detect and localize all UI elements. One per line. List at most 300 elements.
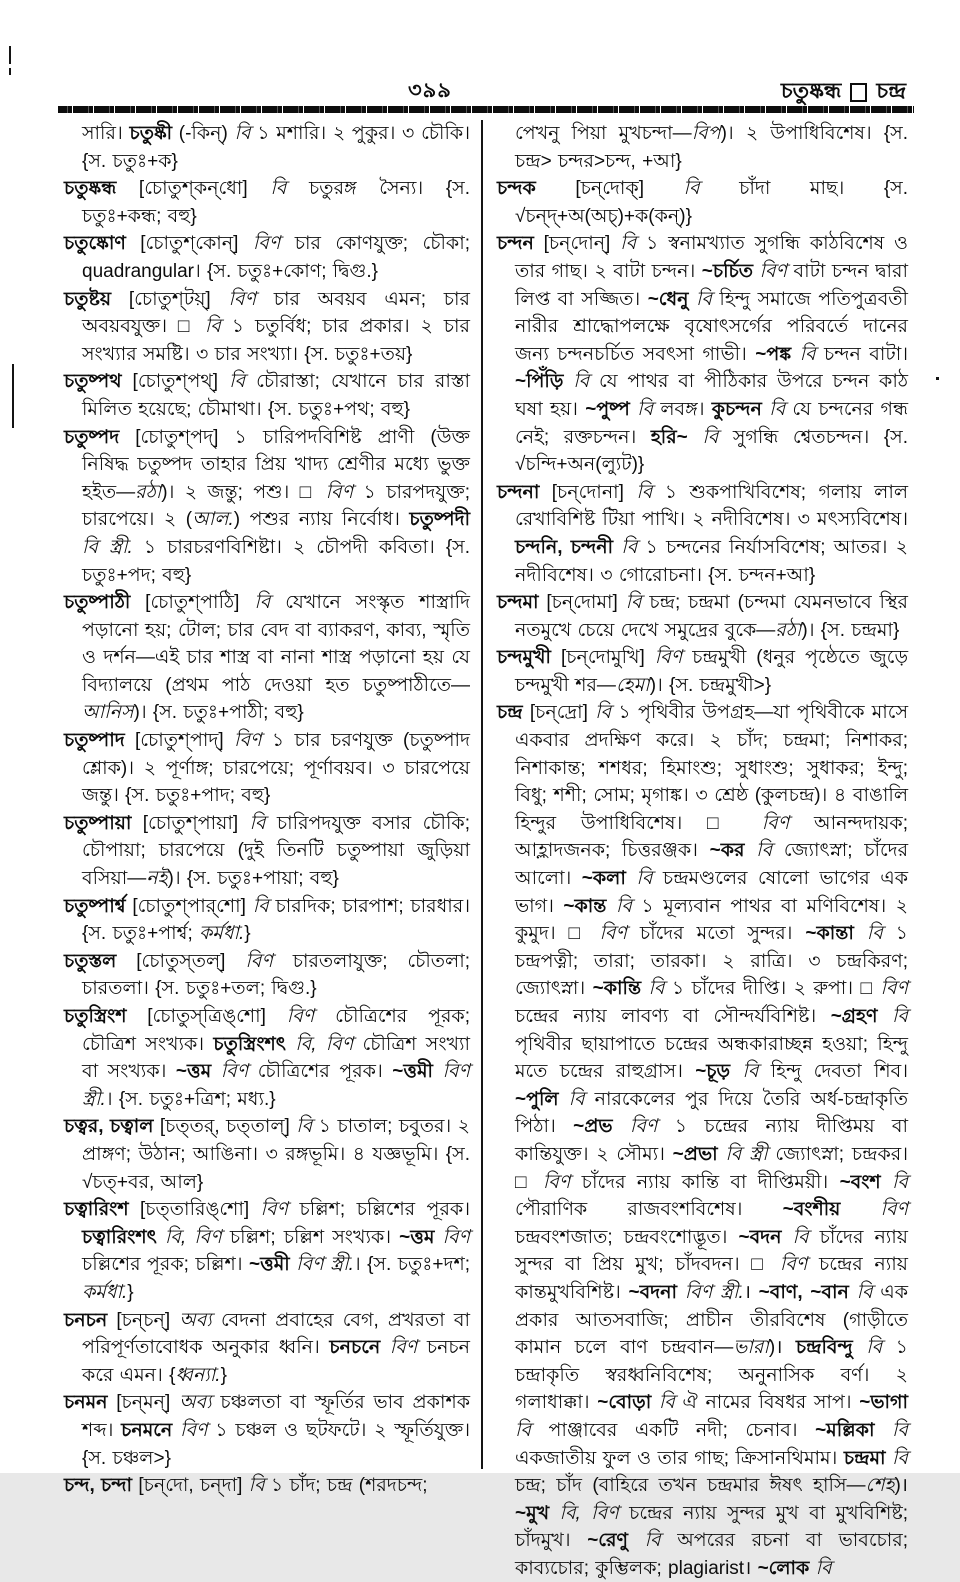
headword-text: চনচনে xyxy=(329,1337,381,1359)
headword-text: ~কর xyxy=(709,840,745,862)
definition-text: [চন্‌মন্] xyxy=(107,1392,180,1414)
pos-or-source-text: বি xyxy=(891,1006,908,1027)
pos-or-source-text: বি xyxy=(204,316,221,338)
definition-text: )। {স. চন্দ্রমা} xyxy=(801,619,900,641)
pos-or-source-text: বিণ xyxy=(252,233,281,255)
definition-text xyxy=(172,1420,180,1441)
pos-or-source-text: বি xyxy=(756,840,773,862)
pos-or-source-text: আনিস xyxy=(82,702,134,724)
dictionary-entry xyxy=(64,727,470,810)
definition-text: নারকেলের পুর দিয়ে তৈরি অর্ধ-চন্দ্রাকৃতি পিঠা। xyxy=(515,1088,908,1138)
definition-text: ১ মশারি। ২ পুকুর। ৩ চৌকি। {স. চতুঃ+ক} xyxy=(82,123,470,172)
definition-text: পাঞ্জাবের একটি নদী; চেনাব। xyxy=(531,1419,816,1441)
definition-text: [চোতুশ্‌পাদ্] xyxy=(124,730,235,752)
pos-or-source-text: বি xyxy=(702,426,719,448)
headword-text: ~চূড় xyxy=(695,1061,731,1083)
definition-text: চন্দ্রমণ্ডলের ষোলো ভাগের এক ভাগ। xyxy=(515,868,908,917)
pos-or-source-text: শেহ xyxy=(865,1475,895,1497)
pos-or-source-text: বি xyxy=(270,178,287,200)
pos-or-source-text: বিণ xyxy=(228,288,256,310)
headword-text: ~কান্তা xyxy=(805,923,854,945)
headword-text: ~পঙ্ক xyxy=(755,343,792,365)
headword-text: ~পুলি xyxy=(515,1088,559,1110)
definition-text: লবঙ্গ। xyxy=(653,398,712,420)
pos-or-source-text: বি xyxy=(769,398,786,420)
headword-text: চতুষ্পথ xyxy=(64,371,122,393)
headword-text: চন্দন xyxy=(497,233,534,255)
definition-text: (-কিন্) xyxy=(172,123,235,144)
dictionary-entry xyxy=(497,175,908,230)
scan-artifact xyxy=(9,46,11,64)
definition-text: )। {স. চন্দ্রমুখী>} xyxy=(649,674,772,696)
pos-or-source-text: বি xyxy=(296,1116,313,1138)
definition-text: অপরের রচনা বা ভাবচোর; কাব্যচোর; কুম্ভিলক; plagiarist। xyxy=(515,1530,909,1579)
definition-text: চনচন করে এমন। { xyxy=(82,1337,471,1386)
definition-text xyxy=(849,1282,857,1303)
definition-text xyxy=(628,1530,645,1551)
pos-or-source-text: বিণ xyxy=(761,812,790,834)
definition-text xyxy=(881,1172,892,1193)
headword-text: চতুষ্পাঠী xyxy=(64,592,131,614)
headword-text: চতুষ্কী xyxy=(129,123,173,144)
headword-text: চতুষ্পদী xyxy=(409,509,471,531)
pos-or-source-text: বিপ xyxy=(691,123,721,144)
pos-or-source-text: বি xyxy=(856,1281,873,1303)
pos-or-source-text: রঠা xyxy=(135,481,162,503)
pos-or-source-text: বি xyxy=(891,1171,908,1193)
definition-text: [চোতুশ্‌টয়্] xyxy=(111,288,229,310)
scan-artifact xyxy=(9,68,11,75)
definition-text: [চোতুশ্‌পায়া] xyxy=(131,812,250,834)
definition-text: বেদনা প্রবাহের বেগ, প্রখরতা বা পরিপূর্ণতাবোধক অনুকার ধ্বনি। xyxy=(82,1309,470,1359)
definition-text: ১ চাঁদের দীপ্তি। ২ রুপা। □ xyxy=(664,978,881,1000)
definition-text: ১ চাতাল; চবুতর। ২ প্রাঙ্গণ; উঠান; আঙিনা। ৩ রঙ্গভূমি। ৪ যজ্ঞভূমি। {স. √চত্+বর, আল} xyxy=(82,1116,470,1193)
definition-text: [চন্‌দো, চন্‌দা] xyxy=(132,1475,249,1497)
definition-text xyxy=(157,1227,165,1248)
headword-text: চতুস্ত্রিংশ xyxy=(64,1006,127,1027)
headword-text: ~কলা xyxy=(581,868,626,890)
dictionary-entry xyxy=(64,810,470,893)
definition-text xyxy=(853,1337,866,1358)
pos-or-source-text: বি স্ত্রী xyxy=(725,1143,768,1165)
pos-or-source-text: বিণ xyxy=(759,260,788,282)
pos-or-source-text: কর্মধা. xyxy=(199,923,245,945)
definition-text: ১ পৃথিবীর উপগ্রহ—যা পৃথিবীকে মাসে একবার প্রদক্ষিণ করে। ২ চাঁদ; চন্দ্রমা; নিশাকর; নিশাকান্ত; শশধর; হিমাংশু; সুধাংশু; সুধাকর; ইন্দু; বিধু; শশী; সোম; মৃগাঙ্ক। ৩ শ্রেষ্ঠ (কুলচন্দ্র)। ৪ বাঙালি হিন্দুর উপাধিবিশেষ। □ xyxy=(515,702,908,834)
pos-or-source-text: বিণ xyxy=(245,950,273,972)
definition-text: চারতলাযুক্ত; চৌতলা; চারতলা। {স. চতুঃ+তল; দ্বিগু.} xyxy=(82,950,470,1000)
definition-text: )। {স. চতুঃ+পাঠী; বহু} xyxy=(133,702,304,724)
headword-text: ~বংশীয় xyxy=(782,1199,841,1221)
headword-text: ~ত্তমী xyxy=(249,1254,290,1276)
definition-text: চাঁদের ন্যায় কান্তি বা দীপ্তিময়ী। xyxy=(570,1171,840,1193)
pos-or-source-text: ভারা xyxy=(733,1337,769,1359)
pos-or-source-text: বি xyxy=(636,481,653,503)
dictionary-entry xyxy=(64,893,470,948)
headword-text: ~ত্তমী xyxy=(392,1061,433,1083)
pos-or-source-text: বি স্ত্রী. xyxy=(82,536,133,558)
definition-text: [চোতুশ্‌পার্‌শো] xyxy=(125,895,253,917)
definition-text: সুগন্ধি শ্বেতচন্দন। {স. √চন্দি+অন(ল্যুট)} xyxy=(515,426,909,476)
definition-text: চৌত্রিশের পূরক। xyxy=(248,1061,393,1083)
headword-text: চতুষ্পদ xyxy=(64,426,120,448)
pos-or-source-text: বি xyxy=(815,1557,832,1579)
headword-text: চন্দনা xyxy=(497,481,540,503)
definition-text: চঞ্চলতা বা স্ফূর্তির ভাব প্রকাশক শব্দ। xyxy=(82,1392,470,1441)
headword-text: চত্বর, চত্বাল xyxy=(64,1116,154,1138)
definition-text xyxy=(791,344,799,365)
pos-or-source-text: বি xyxy=(648,978,665,1000)
dictionary-entry xyxy=(64,589,470,727)
definition-text: চন্দ্র; চাঁদ (বাহিরে তখন চন্দ্রমার ঈষৎ হাসি— xyxy=(515,1475,866,1497)
pos-or-source-text: বি xyxy=(637,398,654,420)
headword-text: ~বংশ xyxy=(839,1171,881,1193)
definition-text: ১ চারচরণবিশিষ্টা। ২ চৌপদী কবিতা। {স. চতুঃ+পদ; বহু} xyxy=(82,536,470,586)
pos-or-source-text: বি xyxy=(595,702,612,724)
definition-text xyxy=(549,1503,559,1524)
definition-text: ১ স্বনামখ্যাত সুগন্ধি কাঠবিশেষ ও তার গাছ। ২ বাটা চন্দন। xyxy=(515,233,908,282)
pos-or-source-text: বি xyxy=(799,343,816,365)
pos-or-source-text: ধ্বন্যা. xyxy=(175,1364,221,1386)
pos-or-source-text: নই xyxy=(146,868,168,890)
definition-text: ১ চন্দনের নির্যাসবিশেষ; আতর। ২ নদীবিশেষ। ৩ গোরোচনা। {স. চন্দন+আ} xyxy=(515,536,909,586)
pos-or-source-text: বি xyxy=(683,178,700,200)
headword-text: চতুষ্পার্শ্ব xyxy=(64,895,126,917)
definition-text xyxy=(286,1034,295,1055)
dictionary-entry xyxy=(497,230,908,478)
definition-text xyxy=(782,1227,793,1248)
headword-text: চতুষ্কোণ xyxy=(64,233,126,255)
pos-or-source-text: কর্মধা. xyxy=(82,1281,128,1303)
definition-text: ১ চতুর্বিধ; চার প্রকার। ২ চার সংখ্যার সমষ্টি। ৩ চার সংখ্যা। {স. চতুঃ+তয়} xyxy=(82,316,470,365)
pos-or-source-text: বিণ xyxy=(779,1254,808,1276)
definition-text xyxy=(840,1199,880,1220)
definition-text xyxy=(559,1089,569,1110)
guide-word-first: চতুষ্কন্ধ xyxy=(780,78,842,103)
definition-text: চল্লিশ; চল্লিশ সংখ্যক। xyxy=(221,1226,400,1248)
pos-or-source-text: বি xyxy=(866,923,883,945)
definition-text: হিন্দু সমাজে পতিপুত্রবতী নারীর শ্রাদ্ধোপলক্ষে বৃষোৎসর্গের পরিবর্তে দানের জন্য চন্দনচর্চিত সবৎসা গাভী। xyxy=(515,288,908,365)
definition-text: চন্দ্র; চন্দ্রমা (চন্দমা যেমনভাবে স্থির নতমুখে চেয়ে দেখে সমুদ্রের বুকে— xyxy=(515,592,908,641)
dictionary-entry xyxy=(64,1196,470,1306)
pos-or-source-text: বি xyxy=(695,288,712,310)
ornamental-rule xyxy=(58,106,914,113)
definition-text: সারি। xyxy=(82,123,130,144)
dictionary-entry xyxy=(64,1113,470,1196)
headword-text: ~বোড়া xyxy=(597,1392,652,1414)
definition-text: [চোতুশ্‌পথ্] xyxy=(121,371,230,393)
definition-text xyxy=(677,1282,685,1303)
pos-or-source-text: অব্য xyxy=(179,1309,212,1331)
definition-text: যে পাথর বা পীঠিকার উপরে চন্দন কাঠ ঘষা হয়। xyxy=(515,371,909,420)
pos-or-source-text: বিণ xyxy=(880,978,909,1000)
definition-text: ঐ নামের বিষধর সাপ। xyxy=(674,1392,860,1414)
headword-text: ~প্রভা xyxy=(672,1143,718,1165)
definition-text: চাঁদের মতো সুন্দর। xyxy=(626,923,806,945)
definition-text: } xyxy=(244,923,251,945)
pos-or-source-text: বি xyxy=(891,1419,908,1441)
definition-text: ১ চন্দ্রাকৃতি স্বরধ্বনিবিশেষ; অনুনাসিক বর্ণ। ২ গলাধাক্কা। xyxy=(515,1337,908,1414)
definition-text: চন্দ্রমুখী (ধনুর পৃষ্ঠেতে জুড়ে চন্দমুখী শর— xyxy=(515,647,909,696)
definition-text xyxy=(878,1006,892,1027)
pos-or-source-text: বি xyxy=(229,371,246,393)
definition-text: [চন্‌দোমুখি] xyxy=(550,647,655,669)
definition-text: চন্দ্রের ন্যায় সুন্দর মুখ বা মুখবিশিষ্ট; চাঁদমুখ। xyxy=(515,1502,908,1552)
headword-text: ~কান্তি xyxy=(592,978,642,1000)
headword-text: চন্দ্রবিন্দু xyxy=(795,1337,853,1359)
pos-or-source-text: বি xyxy=(636,868,653,890)
pos-or-source-text: বিণ xyxy=(629,1116,658,1138)
pos-or-source-text: বি xyxy=(248,1475,265,1497)
scan-artifact xyxy=(12,364,14,428)
headword-text: ~ত্তম xyxy=(399,1226,435,1248)
pos-or-source-text: বিণ xyxy=(234,730,262,752)
definition-text: [চন্‌দোনা] xyxy=(539,481,637,503)
dictionary-entry xyxy=(64,1472,470,1500)
pos-or-source-text: বিণ xyxy=(260,1199,289,1221)
text-columns xyxy=(64,120,909,1579)
pos-or-source-text: বিণ xyxy=(325,481,354,503)
headword-text: ~ভাগা xyxy=(859,1392,908,1414)
definition-text: চার অবয়ব এমন; চার অবয়বযুক্ত। □ xyxy=(82,288,471,338)
pos-or-source-text: বিণ xyxy=(442,1226,471,1248)
pos-or-source-text: বি, বিণ xyxy=(164,1226,222,1248)
headword-text: চন্দ, চন্দা xyxy=(64,1475,133,1497)
dictionary-entry xyxy=(64,1003,470,1113)
definition-text: } xyxy=(127,1281,134,1303)
dictionary-entry xyxy=(64,1307,470,1390)
pos-or-source-text: বিণ xyxy=(389,1337,418,1359)
definition-text xyxy=(434,1227,442,1248)
definition-text: ১ চারপদযুক্ত; চারপেয়ে। ২ ( xyxy=(82,481,470,531)
entry-continuation xyxy=(64,120,470,175)
definition-text: ১ চাঁদ; চন্দ্র (শরদচন্দ; xyxy=(264,1475,428,1497)
headword-text: ~চর্চিত xyxy=(701,260,754,282)
headword-text: চত্বারিংশ xyxy=(64,1199,129,1221)
definition-text: একজাতীয় ফুল ও তার গাছ; ক্রিসানথিমাম। xyxy=(515,1447,844,1469)
definition-text: ১ চার চরণযুক্ত (চতুষ্পাদ শ্লোক)। ২ পূর্ণাঙ্গ; চারপেয়ে; পূর্ণাবয়ব। ৩ চারপেয়ে জন্তু। {স. চতুঃ+পাদ; বহু} xyxy=(82,730,470,807)
right-column xyxy=(497,120,909,1579)
definition-text: চতুরঙ্গ সৈন্য। {স. চতুঃ+কন্ধ; বহু} xyxy=(82,178,470,227)
headword-text: ~বদন xyxy=(738,1226,782,1248)
definition-text: ১ মূল্যবান পাথর বা মণিবিশেষ। ২ কুমুদ। □ xyxy=(515,895,908,945)
definition-text: )। xyxy=(894,1475,908,1497)
pos-or-source-text: বি, বিণ xyxy=(559,1502,619,1524)
page-number: ৩৯৯ xyxy=(408,79,452,102)
headword-text: ~মুখ xyxy=(515,1502,550,1524)
pos-or-source-text: বি xyxy=(249,812,266,834)
pos-or-source-text: বি xyxy=(621,536,638,558)
headword-text: ~লোক xyxy=(757,1557,810,1579)
definition-text: )। ২ জন্তু; পশু। □ xyxy=(161,481,326,503)
definition-text: । {স. চতুঃ+দশ; xyxy=(353,1254,470,1276)
definition-text: [চন্‌চন্] xyxy=(107,1309,180,1331)
dictionary-entry xyxy=(64,368,470,423)
definition-text: } xyxy=(220,1364,227,1386)
definition-text xyxy=(730,1061,742,1082)
headword-text: ~মল্লিকা xyxy=(815,1419,875,1441)
headword-text: চনচন xyxy=(64,1309,108,1331)
definition-text: চারদিক; চারপাশ; চারধার। {স. চতুঃ+পার্শ্ব; xyxy=(82,895,470,945)
headword-text: চনমন xyxy=(64,1392,108,1414)
headword-text: চন্দক xyxy=(497,178,536,200)
headword-text: চন্দনি, চন্দনী xyxy=(515,536,614,558)
scan-artifact xyxy=(936,377,939,380)
dictionary-entry xyxy=(64,286,470,369)
definition-text: ১ শুকপাখিবিশেষ; গলায় লাল রেখাবিশিষ্ট টিয়া পাখি। ২ নদীবিশেষ। ৩ মৎস্যবিশেষ। xyxy=(515,481,908,531)
dictionary-entry xyxy=(64,230,470,285)
pos-or-source-text: বিণ xyxy=(880,1199,909,1221)
pos-or-source-text: বি xyxy=(644,1530,661,1552)
definition-text: [চন্‌দোমা] xyxy=(538,592,626,614)
pos-or-source-text: বি xyxy=(792,1226,809,1248)
definition-text: [চত্‌তর্, চত্‌তাল্] xyxy=(153,1116,297,1138)
definition-text: জ্যোৎস্না; চন্দ্রকর। □ xyxy=(515,1143,908,1193)
dictionary-entry xyxy=(64,424,470,590)
headword-text: ~কান্ত xyxy=(563,895,607,917)
headword-text: ~রেণু xyxy=(587,1530,628,1552)
headword-text: ~গ্রহণ xyxy=(830,1006,878,1027)
definition-text: চৌত্রিশ সংখ্যা বা সংখ্যক। xyxy=(82,1033,470,1083)
headword-text: ~ত্তম xyxy=(175,1061,212,1083)
dictionary-entry xyxy=(64,1389,470,1472)
definition-text: । {স. চতুঃ+ত্রিশ; মধ্য.} xyxy=(105,1088,276,1110)
definition-text: পৌরাণিক রাজবংশবিশেষ। xyxy=(515,1199,783,1221)
headword-text: চতুষ্কন্ধ xyxy=(64,178,117,200)
pos-or-source-text: বি xyxy=(615,895,632,917)
definition-text: চৌত্রিশের পূরক; চৌত্রিশ সংখ্যক। xyxy=(82,1006,470,1055)
definition-text: পেখনু পিয়া মুখচন্দা— xyxy=(515,123,692,144)
definition-text: চল্লিশ; চল্লিশের পূরক। xyxy=(288,1199,470,1221)
pos-or-source-text: বিণ স্ত্রী. xyxy=(684,1281,744,1303)
guide-word-second: চন্দ্র xyxy=(876,78,906,103)
headword-text: চতুস্তল xyxy=(64,950,117,972)
definition-text: চন্দ্রের ন্যায় লাবণ্য বা সৌন্দর্যবিশিষ্ট। xyxy=(515,1006,831,1027)
pos-or-source-text: বি xyxy=(254,592,271,614)
pos-or-source-text: বি xyxy=(515,1419,532,1441)
definition-text: [চোতুশ্‌কন্‌ধো] xyxy=(116,178,271,200)
headword-text: চতুষ্টয় xyxy=(64,288,112,310)
headword-text: হরি~ xyxy=(650,426,688,448)
definition-text: )। ২ উপাধিবিশেষ। {স. চন্দ্র> চন্দর>চন্দ, +আ} xyxy=(515,123,908,172)
pos-or-source-text: বি xyxy=(625,592,642,614)
definition-text: হিন্দু দেবতা শিব। xyxy=(758,1061,909,1083)
definition-text: চন্দ্রবংশজাত; চন্দ্রবংশোদ্ভূত। xyxy=(515,1226,739,1248)
pos-or-source-text: অব্য xyxy=(179,1392,212,1414)
headword-text: চতুষ্পাদ xyxy=(64,730,125,752)
definition-text xyxy=(651,1392,659,1413)
entry-continuation xyxy=(497,120,908,175)
pos-or-source-text: বিণ xyxy=(654,647,683,669)
pos-or-source-text: বিণ xyxy=(220,1061,249,1083)
definition-text xyxy=(606,896,615,917)
headword-text: কুচন্দন xyxy=(711,398,762,420)
definition-text xyxy=(688,427,703,448)
box-icon xyxy=(850,83,867,102)
headword-text: ~বদনা xyxy=(628,1281,678,1303)
dictionary-entry xyxy=(497,644,908,699)
headword-text: চন্দমুখী xyxy=(497,647,551,669)
pos-or-source-text: বি xyxy=(866,1337,883,1359)
definition-text: আনন্দদায়ক; আহ্লাদজনক; চিত্তরঞ্জক। xyxy=(515,812,908,862)
dictionary-entry xyxy=(497,589,908,644)
pos-or-source-text: বি xyxy=(620,233,637,255)
definition-text: )। {স. চতুঃ+পায়া; বহু} xyxy=(167,868,339,890)
pos-or-source-text: বি xyxy=(252,895,269,917)
headword-text: চতুষ্পায়া xyxy=(64,812,132,834)
definition-text xyxy=(211,1061,221,1082)
definition-text: চারিপদযুক্ত বসার চৌকি; চৌপায়া; চারপেয়ে (দুই তিনটি চতুষ্পায়া জুড়িয়া বসিয়া— xyxy=(82,812,470,890)
pos-or-source-text: বিণ স্ত্রী. xyxy=(82,1061,470,1110)
pos-or-source-text: বিণ স্ত্রী. xyxy=(296,1254,354,1276)
definition-text: [চন্‌দ্রো] xyxy=(522,702,596,724)
dictionary-entry xyxy=(64,175,470,230)
headword-text: চত্বারিংশৎ xyxy=(82,1226,157,1248)
definition-text: [চোতুস্‌ত্রিঙ্‌শো] xyxy=(126,1006,287,1027)
pos-or-source-text: বিণ xyxy=(542,1171,571,1193)
pos-or-source-text: বি xyxy=(568,1088,585,1110)
pos-or-source-text: হেমা xyxy=(615,674,650,696)
pos-or-source-text: রঠা xyxy=(775,619,802,641)
headword-text: ~বাণ, ~বান xyxy=(758,1281,849,1303)
headword-text: ~পিঁড়ি xyxy=(515,371,564,393)
definition-text: বাটা চন্দন দ্বারা লিপ্ত বা সজ্জিত। xyxy=(515,260,908,310)
pos-or-source-text: আল. xyxy=(192,509,234,531)
definition-text: [চোতুশ্‌পদ্] ১ চারিপদবিশিষ্ট প্রাণী (উক্ত নিষিদ্ধ চতুষ্পদ তাহার প্রিয় খাদ্য শ্রেণীর মধ্যে ভুক্ত হইত— xyxy=(82,426,470,503)
definition-text: চার কোণযুক্ত; চৌকা; quadrangular। {স. চতুঃ+কোণ; দ্বিগু.} xyxy=(82,233,470,282)
column-divider xyxy=(481,120,483,1469)
definition-text: চৌরাস্তা; যেখানে চার রাস্তা মিলিত হয়েছে; চৌমাথা। {স. চতুঃ+পথ; বহু} xyxy=(82,371,471,420)
headword-text: চন্দ্রমা xyxy=(843,1447,886,1469)
definition-text: জ্যোৎস্না; চাঁদের আলো। xyxy=(515,840,909,890)
definition-text xyxy=(380,1337,390,1358)
headword-text: ~ধেনু xyxy=(647,288,689,310)
definition-text: । xyxy=(743,1281,759,1303)
definition-text: [চত্‌তারিঙ্‌শো] xyxy=(128,1199,261,1221)
dictionary-entry xyxy=(497,479,908,589)
definition-text: ১ চঞ্চল ও ছটফটে। ২ স্ফূর্তিযুক্ত। {স. চঞ্চল>} xyxy=(82,1419,470,1469)
pos-or-source-text: বি xyxy=(742,1061,759,1083)
definition-text: যে চন্দনের গন্ধ নেই; রক্তচন্দন। xyxy=(515,398,908,448)
dictionary-entry xyxy=(64,948,470,1003)
definition-text: [চন্‌দোক্] xyxy=(535,178,684,200)
headword-text: ~প্রভ xyxy=(573,1116,613,1138)
definition-text xyxy=(744,840,756,861)
definition-text: যেখানে সংস্কৃত শাস্ত্রাদি পড়ানো হয়; টোল; চার বেদ বা ব্যাকরণ, কাব্য, স্মৃতি ও দর্শন—এই চার শাস্ত্র বা নানা শাস্ত্র পড়ানো হয় যে বিদ্যালয়ে (প্রথম পাঠ দেওয়া হত চতুষ্পাঠীতে— xyxy=(82,592,471,696)
definition-text: [চন্‌দোন্] xyxy=(533,233,621,255)
definition-text: চাঁদা মাছ। {স. √চন্দ্+অ(অচ্)+ক(কন্)} xyxy=(515,178,909,227)
page-header xyxy=(64,74,906,104)
definition-text: চাঁদের ন্যায় সুন্দর বা প্রিয় মুখ; চাঁদবদন। □ xyxy=(515,1226,908,1276)
definition-text xyxy=(626,868,637,889)
definition-text: চন্দ্রের ন্যায় কান্তমুখবিশিষ্ট। xyxy=(515,1254,908,1303)
definition-text: ১ চন্দ্রপত্নী; তারা; তারকা। ২ রাত্রি। ৩ চন্দ্রকিরণ; জ্যোৎস্না। xyxy=(515,923,908,1000)
left-column xyxy=(64,120,471,1497)
pos-or-source-text: বি xyxy=(573,371,590,393)
definition-text: চল্লিশের পূরক; চল্লিশ। xyxy=(82,1254,250,1276)
definition-text xyxy=(563,371,573,392)
definition-text: [চোতুস্‌তল্] xyxy=(116,950,246,972)
definition-text xyxy=(688,289,695,310)
definition-text xyxy=(874,1420,892,1441)
definition-text: [চোতুশ্‌পাঠি] xyxy=(130,592,255,614)
definition-text: পৃথিবীর ছায়াপাতে চন্দ্রের অন্ধকারাচ্ছন্ন হওয়া; হিন্দু মতে চন্দ্রের রাহুগ্রাস। xyxy=(515,1033,908,1083)
pos-or-source-text: বি xyxy=(658,1392,675,1414)
definition-text xyxy=(854,923,867,944)
definition-text: )। xyxy=(768,1337,796,1359)
headword-text: ~পুষ্প xyxy=(585,398,630,420)
definition-text: এক প্রকার আতসবাজি; প্রাচীন তীরবিশেষ (গাড়ীতে কামান চলে বাণ চন্দ্রবান— xyxy=(515,1281,909,1359)
dictionary-entry xyxy=(497,699,908,1582)
